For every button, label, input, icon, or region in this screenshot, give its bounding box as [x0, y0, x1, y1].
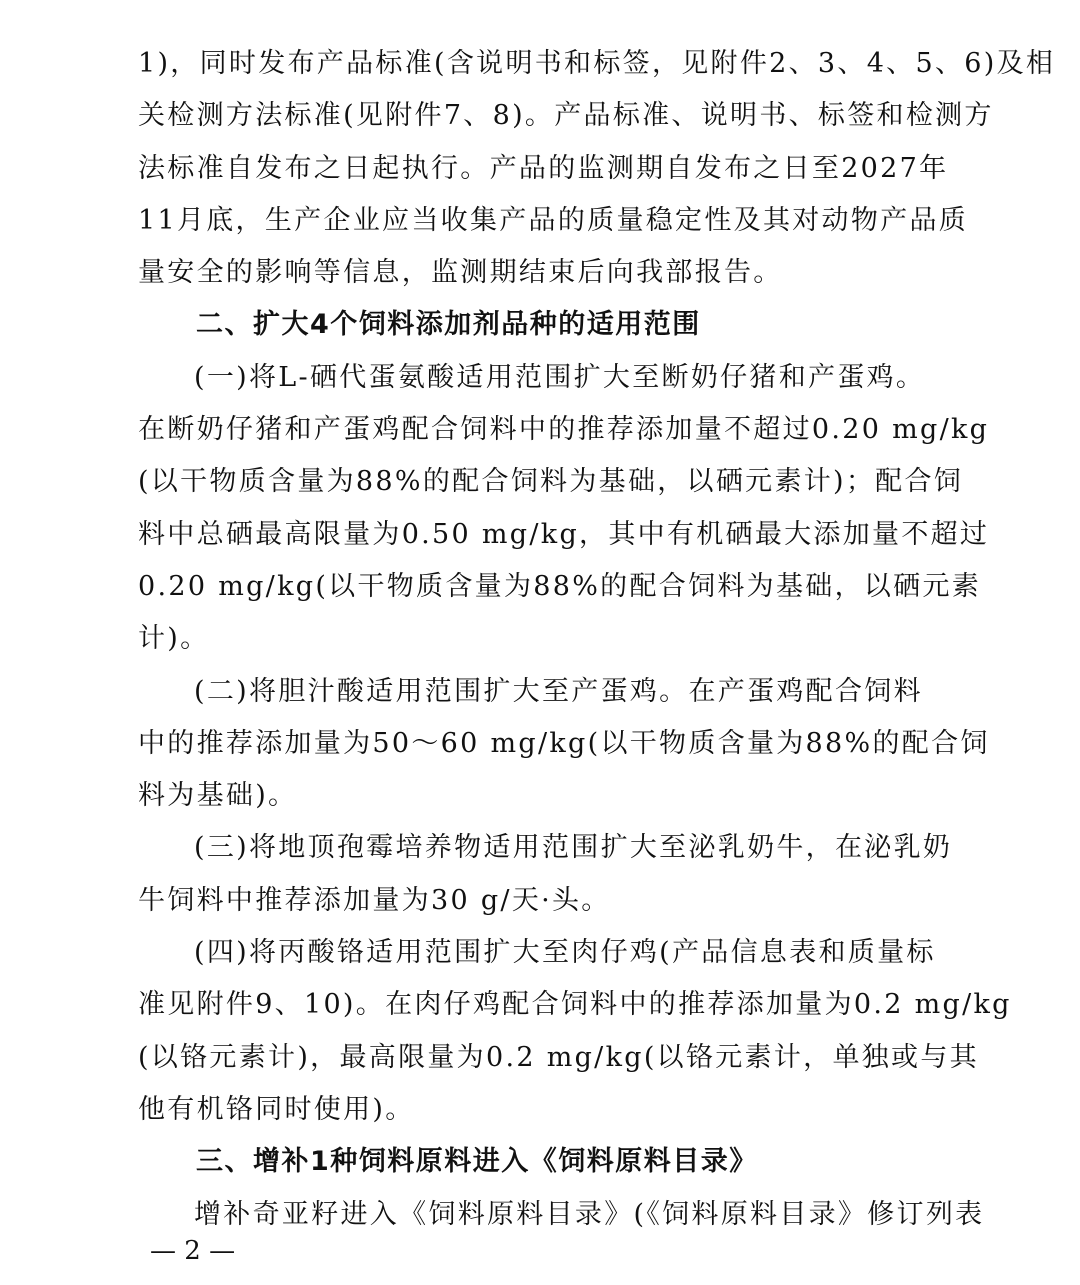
- text-line: (二)将胆汁酸适用范围扩大至产蛋鸡。在产蛋鸡配合饲料: [194, 675, 923, 707]
- text-line: 1)，同时发布产品标准(含说明书和标签，见附件2、3、4、5、6)及相: [138, 48, 1056, 79]
- text-line: 料为基础)。: [138, 780, 298, 812]
- document-body: [138, 38, 1056, 1241]
- text-line: 准见附件9、10)。在肉仔鸡配合饲料中的推荐添加量为0.2 mg/kg: [138, 989, 1012, 1021]
- text-line: (四)将丙酸铬适用范围扩大至肉仔鸡(产品信息表和质量标: [194, 937, 936, 969]
- section-heading-3: 三、增补1种饲料原料进入《饲料原料目录》: [196, 1146, 758, 1178]
- text-line: 量安全的影响等信息，监测期结束后向我部报告。: [138, 257, 783, 289]
- text-line: 计)。: [138, 623, 210, 655]
- page-number: — 2 —: [150, 1236, 236, 1266]
- text-line: 他有机铬同时使用)。: [138, 1093, 415, 1125]
- text-line: 0.20 mg/kg(以干物质含量为88%的配合饲料为基础，以硒元素: [138, 570, 982, 602]
- paragraph-item-2: [138, 666, 990, 823]
- text-line: (三)将地顶孢霉培养物适用范围扩大至泌乳奶牛，在泌乳奶: [194, 832, 953, 864]
- text-line: 牛饲料中推荐添加量为30 g/天·头。: [138, 884, 611, 916]
- section-heading-2: 二、扩大4个饲料添加剂品种的适用范围: [196, 309, 701, 341]
- text-line: 法标准自发布之日起执行。产品的监测期自发布之日至2027年: [138, 152, 949, 184]
- text-line: 料中总硒最高限量为0.50 mg/kg，其中有机硒最大添加量不超过: [138, 518, 990, 550]
- paragraph-1: [138, 38, 1056, 299]
- text-line: 增补奇亚籽进入《饲料原料目录》(《饲料原料目录》修订列表: [194, 1198, 985, 1230]
- text-line: (一)将L-硒代蛋氨酸适用范围扩大至断奶仔猪和产蛋鸡。: [194, 361, 926, 393]
- text-line: 关检测方法标准(见附件7、8)。产品标准、说明书、标签和检测方: [138, 100, 994, 132]
- text-line: 在断奶仔猪和产蛋鸡配合饲料中的推荐添加量不超过0.20 mg/kg: [138, 414, 990, 446]
- paragraph-item-4: [138, 927, 1012, 1136]
- text-line: (以干物质含量为88%的配合饲料为基础，以硒元素计)；配合饲: [138, 466, 964, 498]
- paragraph-item-1: [138, 352, 990, 666]
- paragraph-item-3: [138, 822, 953, 927]
- paragraph-last: [138, 1189, 985, 1241]
- text-line: 11月底，生产企业应当收集产品的质量稳定性及其对动物产品质: [138, 204, 969, 236]
- text-line: 中的推荐添加量为50～60 mg/kg(以干物质含量为88%的配合饲: [138, 727, 990, 759]
- text-line: (以铬元素计)，最高限量为0.2 mg/kg(以铬元素计，单独或与其: [138, 1041, 979, 1073]
